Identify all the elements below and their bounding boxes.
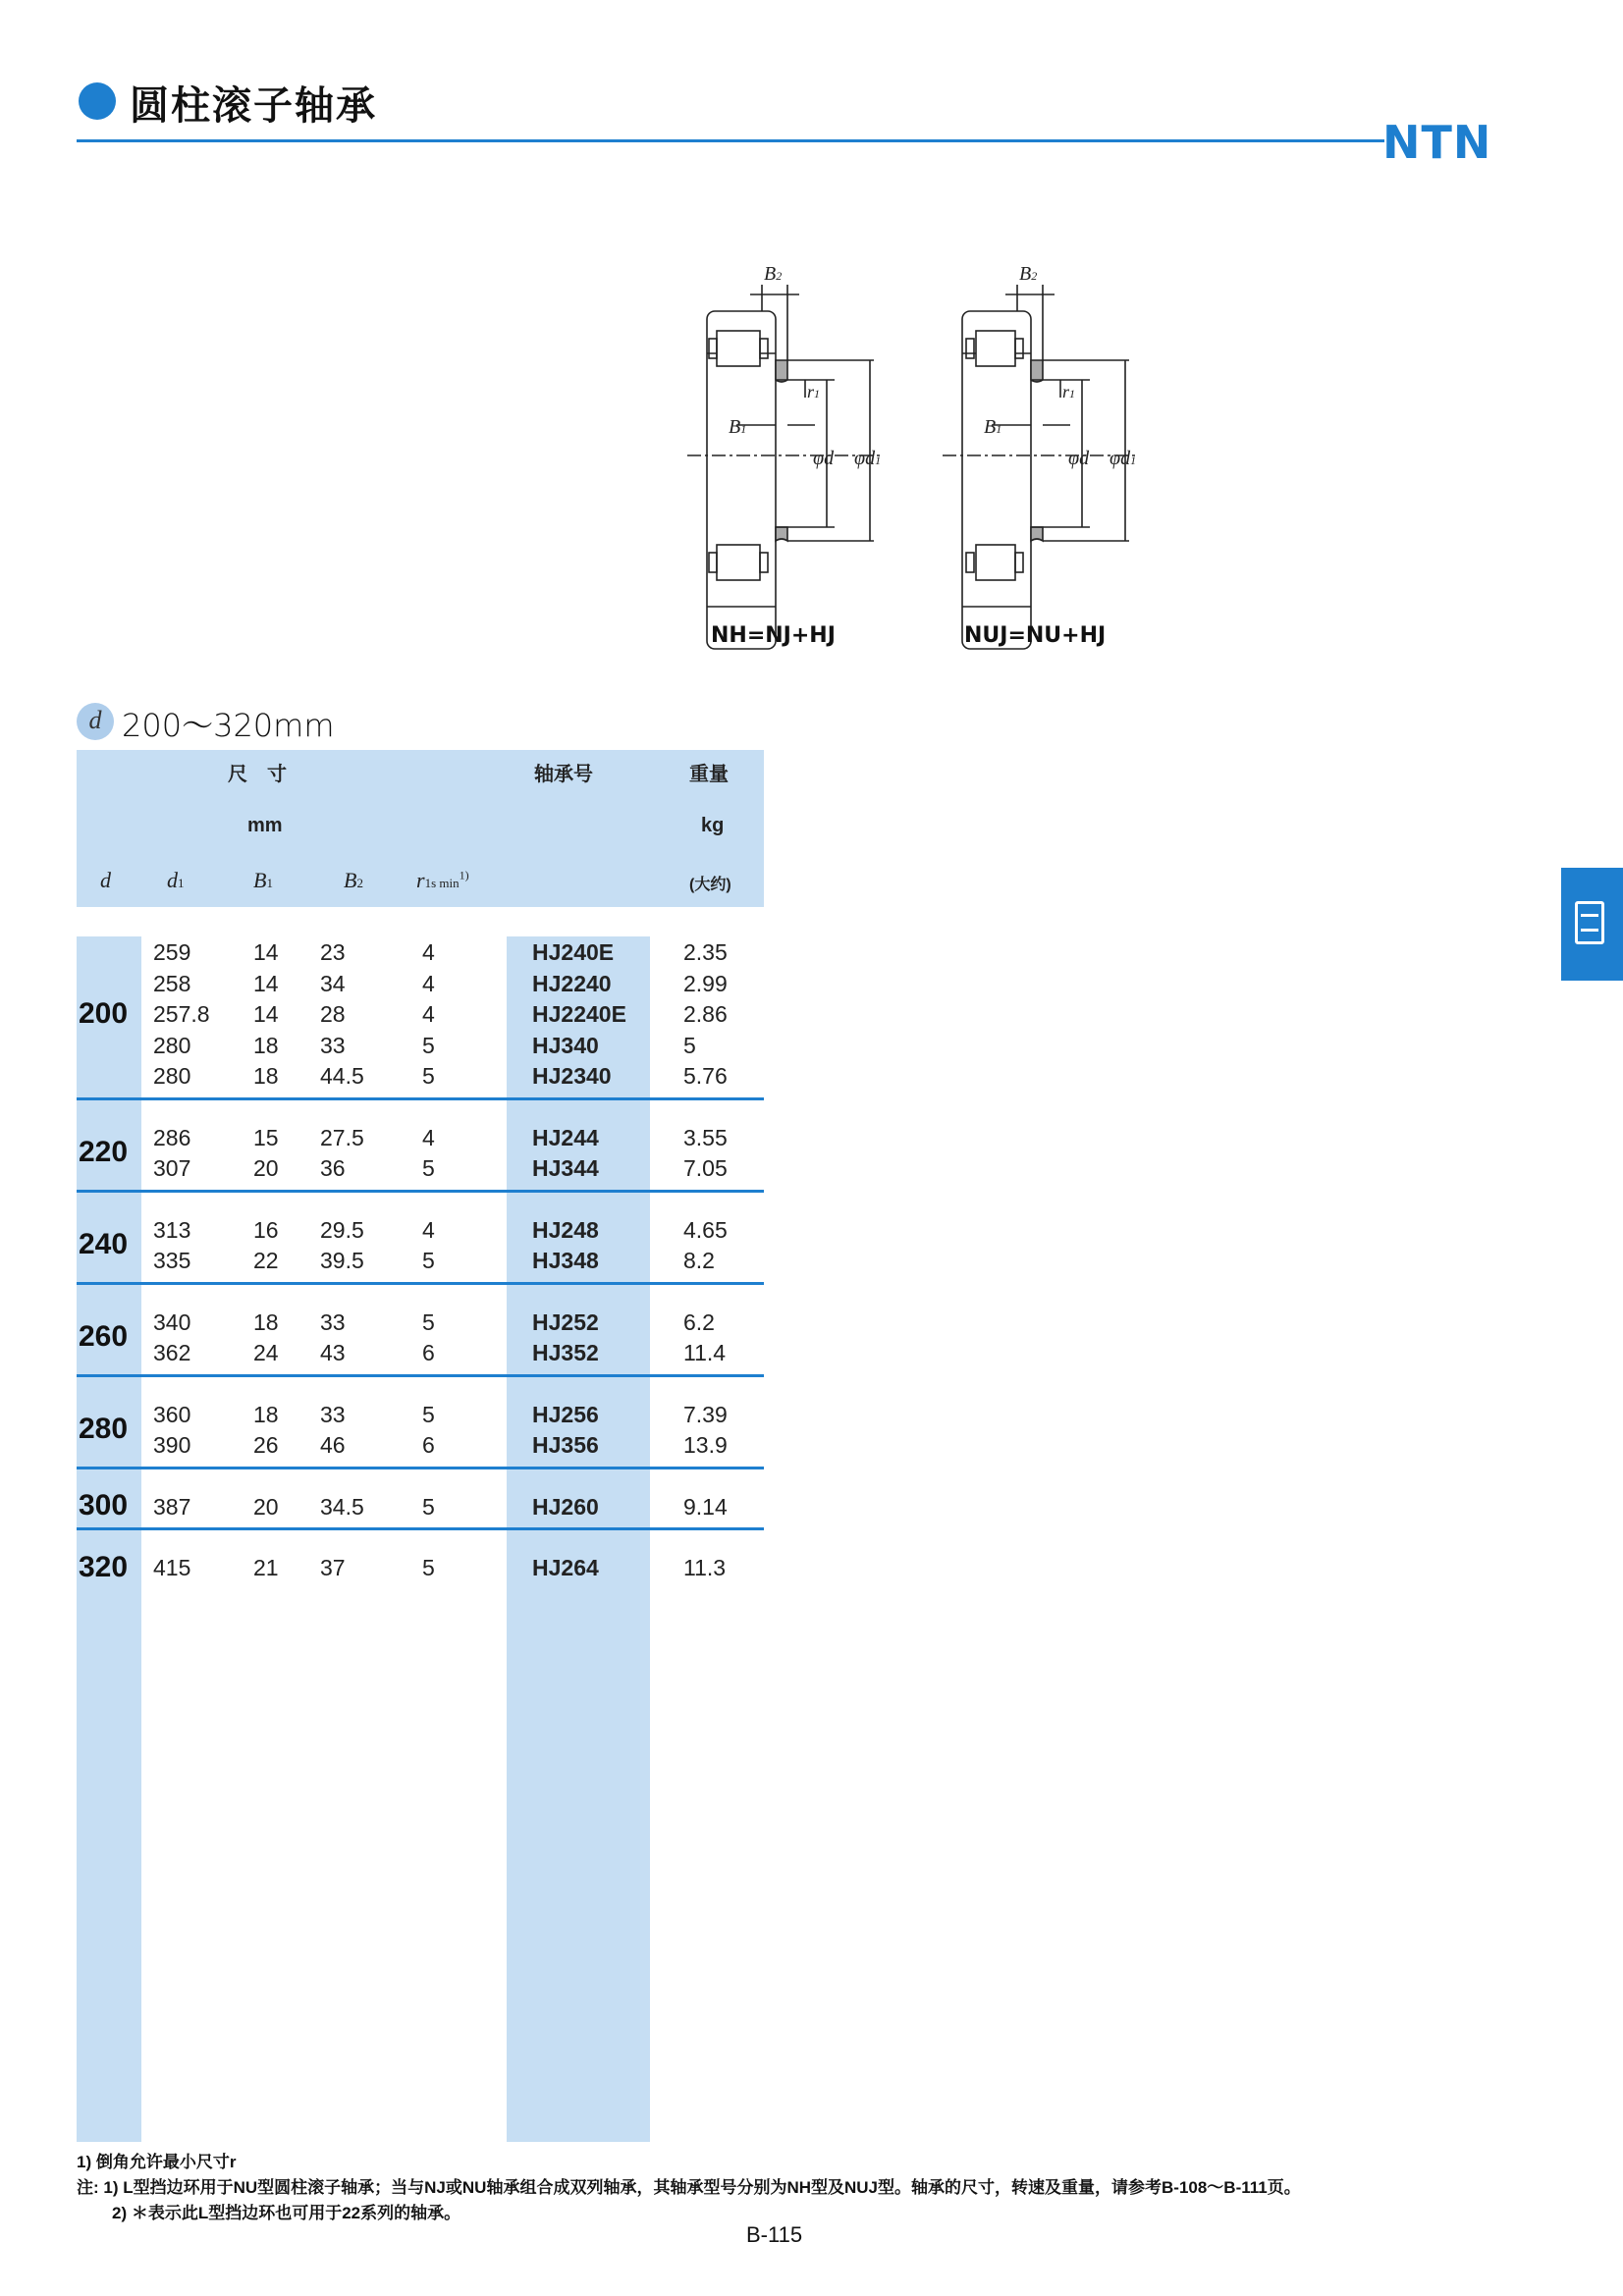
cell-b1: 16: [253, 1216, 279, 1243]
cell-b2: 34.5: [320, 1493, 364, 1520]
diagram-nh-caption: NH=NJ+HJ: [711, 623, 836, 648]
title-bullet: [79, 82, 116, 120]
cell-b1: 15: [253, 1124, 279, 1150]
group-divider: [77, 1467, 764, 1469]
cell-b2: 46: [320, 1432, 346, 1458]
diagram-nuj: [943, 250, 1267, 663]
diagram-nuj-drawing: [943, 250, 1267, 663]
bearing-number-cell: HJ356: [532, 1432, 599, 1458]
bearing-number-cell: HJ2240E: [532, 1001, 626, 1027]
header-unit-mm: mm: [247, 815, 283, 836]
svg-text:φd: φd: [1068, 448, 1090, 469]
cell-mass: 2.35: [683, 939, 728, 965]
cell-b2: 37: [320, 1555, 346, 1580]
cell-d1: 313: [153, 1216, 191, 1243]
bearing-number-cell: HJ252: [532, 1308, 599, 1335]
cell-mass: 3.55: [683, 1124, 728, 1150]
cell-r: 5: [422, 1032, 435, 1058]
cell-b2: 34: [320, 970, 346, 996]
cell-b1: 18: [253, 1308, 279, 1335]
table-bearing-no-column-band: [507, 936, 650, 2142]
group-bore-d: 280: [79, 1413, 129, 1445]
header-bearing-no: 轴承号: [534, 764, 593, 785]
cell-b1: 14: [253, 939, 279, 965]
footnote-note-2: 2) ＊表示此L型挡边环也可用于22系列的轴承。: [112, 2204, 461, 2222]
group-bore-d: 220: [79, 1136, 129, 1168]
cell-d1: 286: [153, 1124, 191, 1150]
cell-mass: 5.76: [683, 1063, 728, 1089]
footnote-chamfer: 1) 倒角允许最小尺寸r: [77, 2153, 237, 2171]
cell-d1: 362: [153, 1340, 191, 1365]
svg-text:φd: φd: [813, 448, 835, 469]
cell-b1: 26: [253, 1432, 279, 1458]
cell-b1: 20: [253, 1493, 279, 1520]
cell-d1: 257.8: [153, 1001, 210, 1027]
bearing-icon: [1575, 901, 1604, 944]
header-col-b2: B2: [344, 868, 363, 892]
cell-mass: 11.3: [683, 1555, 727, 1580]
header-col-r: r1s $\min^{1)}$: [416, 868, 469, 892]
cell-d1: 280: [153, 1032, 191, 1058]
range-label: 200～320mm: [122, 707, 335, 744]
bearing-number-cell: HJ352: [532, 1340, 599, 1365]
cell-r: 4: [422, 970, 435, 996]
cell-d1: 390: [153, 1432, 191, 1458]
bearing-number-cell: HJ260: [532, 1493, 599, 1520]
svg-text:φd1: φd1: [1109, 448, 1137, 469]
cell-d1: 387: [153, 1493, 191, 1520]
page-number: B-115: [746, 2222, 803, 2247]
cell-d1: 280: [153, 1063, 191, 1089]
cell-r: 5: [422, 1155, 435, 1181]
cell-b1: 14: [253, 970, 279, 996]
cell-b2: 33: [320, 1308, 346, 1335]
svg-text:r1: r1: [1062, 382, 1076, 401]
group-bore-d: 320: [79, 1550, 129, 1583]
cell-d1: 360: [153, 1401, 191, 1427]
group-divider: [77, 1374, 764, 1377]
cell-mass: 7.05: [683, 1155, 728, 1181]
group-bore-d: 260: [79, 1320, 129, 1353]
cell-r: 4: [422, 939, 435, 965]
header-approx: (大约): [689, 877, 731, 893]
cell-r: 5: [422, 1555, 435, 1580]
group-divider: [77, 1527, 764, 1530]
cell-r: 5: [422, 1248, 435, 1273]
cell-mass: 5: [683, 1032, 696, 1058]
bearing-number-cell: HJ344: [532, 1155, 599, 1181]
cell-r: 6: [422, 1340, 435, 1365]
cell-b1: 20: [253, 1155, 279, 1181]
cell-b1: 18: [253, 1401, 279, 1427]
header-dimensions: 尺 寸: [228, 764, 287, 785]
cell-b2: 33: [320, 1401, 346, 1427]
cell-r: 5: [422, 1308, 435, 1335]
cell-b2: 36: [320, 1155, 346, 1181]
brand-logo: NTN: [1382, 116, 1492, 169]
header-col-d1: d1: [167, 868, 185, 892]
cell-r: 4: [422, 1124, 435, 1150]
cell-mass: 6.2: [683, 1308, 715, 1335]
page-title: 圆柱滚子轴承: [130, 84, 377, 128]
cell-mass: 13.9: [683, 1432, 728, 1458]
svg-text:B1: B1: [984, 416, 1002, 438]
range-symbol-badge: d: [77, 703, 114, 740]
footnote-note-1: 注: 1) L型挡边环用于NU型圆柱滚子轴承；当与NJ或NU轴承组合成双列轴承，其轴承型号分别为NH型及NUJ型。轴承的尺寸，转速及重量，请参考B-108～B-111页。: [77, 2178, 1301, 2197]
cell-b2: 44.5: [320, 1063, 364, 1089]
cell-d1: 335: [153, 1248, 191, 1273]
bearing-number-cell: HJ2340: [532, 1063, 612, 1089]
cell-r: 6: [422, 1432, 435, 1458]
cell-d1: 307: [153, 1155, 191, 1181]
cell-mass: 4.65: [683, 1216, 728, 1243]
cell-mass: 2.86: [683, 1001, 728, 1027]
cell-b1: 21: [253, 1555, 279, 1580]
cell-mass: 11.4: [683, 1340, 727, 1365]
cell-b1: 18: [253, 1032, 279, 1058]
cell-b1: 22: [253, 1248, 279, 1273]
svg-text:r1: r1: [807, 382, 821, 401]
cell-b2: 28: [320, 1001, 346, 1027]
cell-b1: 14: [253, 1001, 279, 1027]
bearing-number-cell: HJ340: [532, 1032, 599, 1058]
cell-r: 5: [422, 1401, 435, 1427]
cell-b2: 43: [320, 1340, 346, 1365]
cell-mass: 8.2: [683, 1248, 715, 1273]
cell-mass: 2.99: [683, 970, 728, 996]
bearing-number-cell: HJ244: [532, 1124, 599, 1150]
cell-r: 5: [422, 1063, 435, 1089]
cell-b2: 33: [320, 1032, 346, 1058]
cell-b2: 27.5: [320, 1124, 364, 1150]
cell-mass: 9.14: [683, 1493, 728, 1520]
group-bore-d: 300: [79, 1489, 129, 1522]
svg-text:B1: B1: [729, 416, 747, 438]
table-d-column-band: [77, 936, 141, 2142]
group-divider: [77, 1097, 764, 1100]
cell-mass: 7.39: [683, 1401, 728, 1427]
header-mass: 重量: [689, 764, 729, 785]
header-col-d: d: [100, 868, 111, 892]
svg-text:B2: B2: [1019, 263, 1038, 285]
cell-d1: 259: [153, 939, 191, 965]
title-rule: [77, 139, 1384, 142]
header-unit-kg: kg: [701, 815, 725, 836]
bearing-number-cell: HJ2240: [532, 970, 612, 996]
svg-text:B2: B2: [764, 263, 783, 285]
group-bore-d: 240: [79, 1228, 129, 1260]
group-divider: [77, 1190, 764, 1193]
cell-b2: 23: [320, 939, 346, 965]
diagram-nuj-caption: NUJ=NU+HJ: [964, 623, 1107, 648]
bearing-number-cell: HJ348: [532, 1248, 599, 1273]
cell-d1: 415: [153, 1555, 191, 1580]
cell-b1: 24: [253, 1340, 279, 1365]
header-col-b1: B1: [253, 868, 273, 892]
cell-d1: 258: [153, 970, 191, 996]
cell-r: 4: [422, 1216, 435, 1243]
cell-b1: 18: [253, 1063, 279, 1089]
bearing-number-cell: HJ256: [532, 1401, 599, 1427]
cell-d1: 340: [153, 1308, 191, 1335]
bearing-number-cell: HJ240E: [532, 939, 615, 965]
bearing-number-cell: HJ264: [532, 1555, 599, 1580]
group-divider: [77, 1282, 764, 1285]
cell-b2: 39.5: [320, 1248, 364, 1273]
svg-text:φd1: φd1: [854, 448, 882, 469]
bearing-number-cell: HJ248: [532, 1216, 599, 1243]
cell-b2: 29.5: [320, 1216, 364, 1243]
cell-r: 4: [422, 1001, 435, 1027]
cell-r: 5: [422, 1493, 435, 1520]
group-bore-d: 200: [79, 996, 129, 1030]
